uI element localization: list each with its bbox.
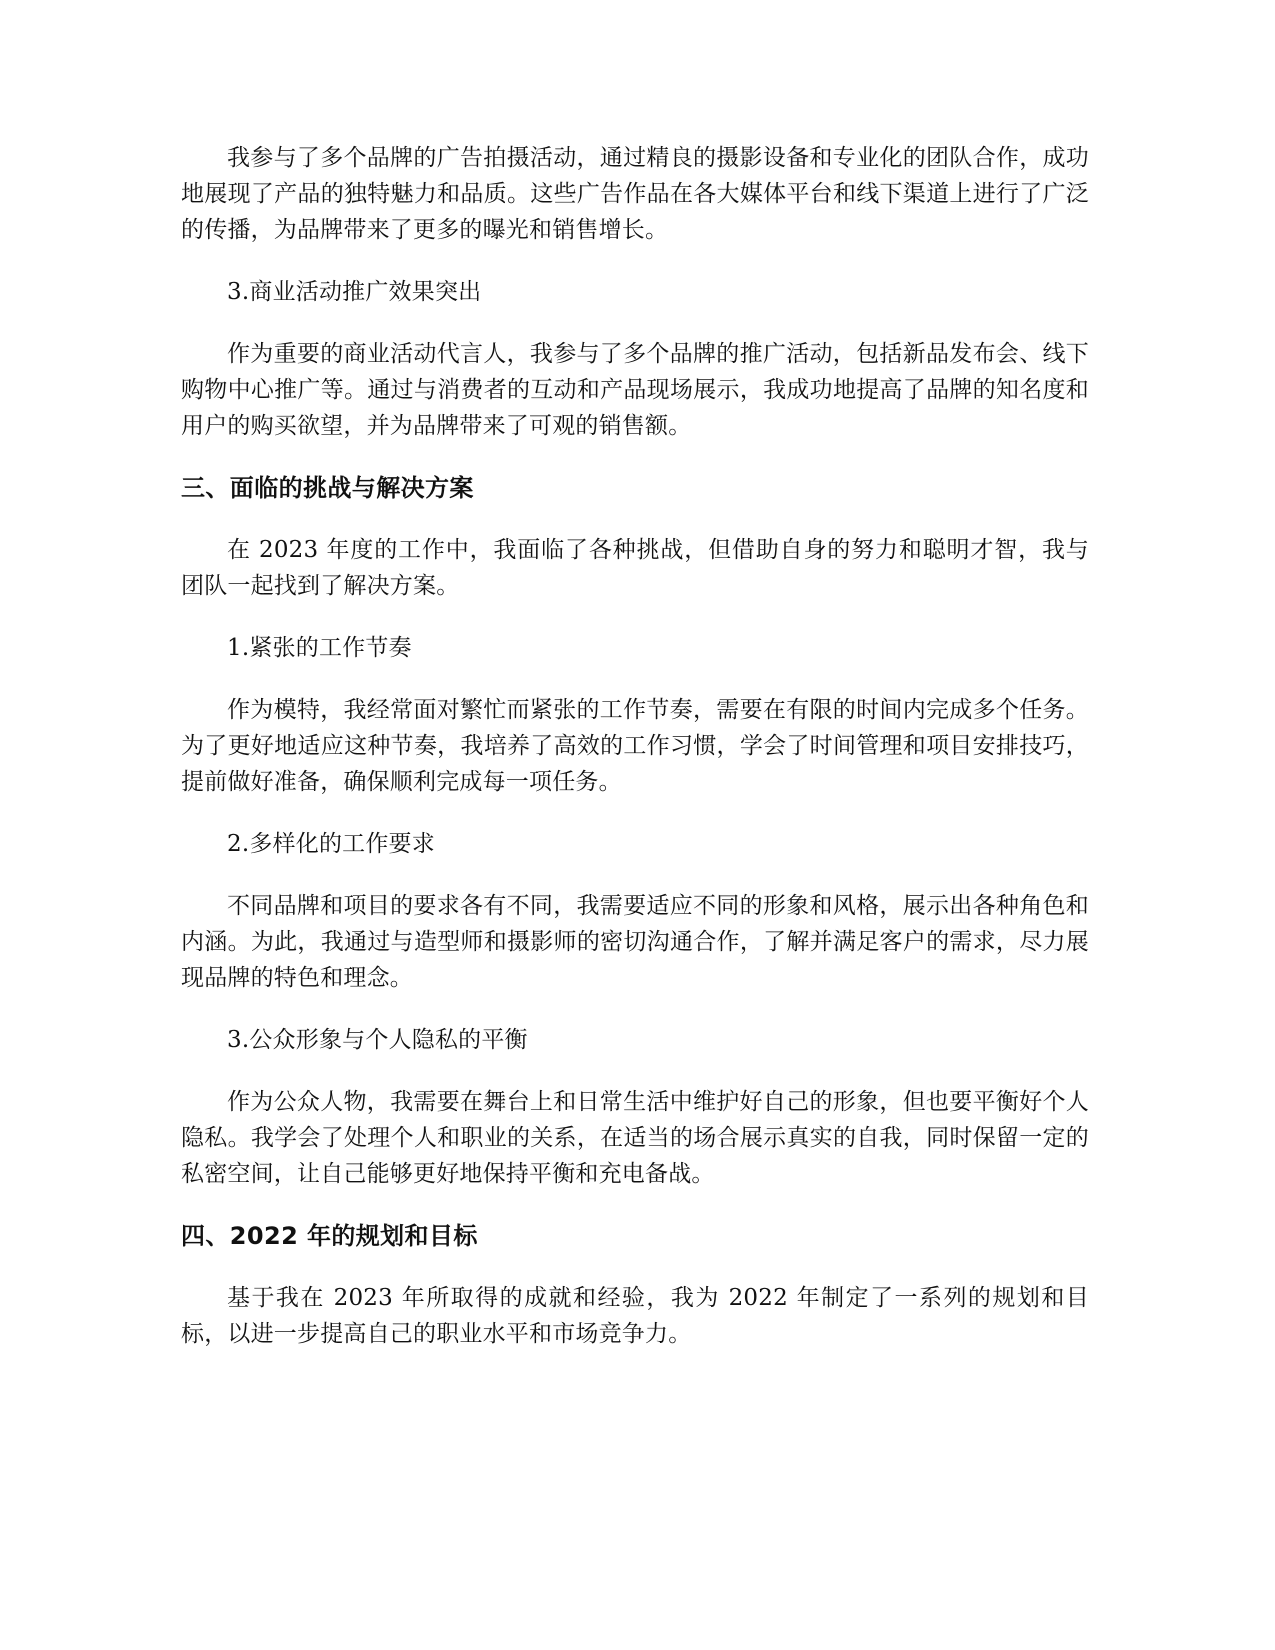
paragraph-commercial-promotion: 作为重要的商业活动代言人，我参与了多个品牌的推广活动，包括新品发布会、线下购物中心推广等。通过与消费者的互动和产品现场展示，我成功地提高了品牌的知名度和用户的购买欲望，并为品牌带来了可观的销售额。 bbox=[181, 341, 1089, 439]
document-page bbox=[181, 140, 1089, 1378]
section-heading-challenges: 三、面临的挑战与解决方案 bbox=[181, 474, 474, 502]
paragraph-ad-shoots: 我参与了多个品牌的广告拍摄活动，通过精良的摄影设备和专业化的团队合作，成功地展现了产品的独特魅力和品质。这些广告作品在各大媒体平台和线下渠道上进行了广泛的传播，为品牌带来了更多的曝光和销售增长。 bbox=[181, 145, 1089, 243]
subheading-public-image-privacy: 3.公众形象与个人隐私的平衡 bbox=[227, 1027, 528, 1053]
subheading-diverse-requirements: 2.多样化的工作要求 bbox=[227, 831, 435, 857]
paragraph-public-image-privacy: 作为公众人物，我需要在舞台上和日常生活中维护好自己的形象，但也要平衡好个人隐私。我学会了处理个人和职业的关系，在适当的场合展示真实的自我，同时保留一定的私密空间，让自己能够更好地保持平衡和充电备战。 bbox=[181, 1089, 1089, 1187]
paragraph-diverse-requirements: 不同品牌和项目的要求各有不同，我需要适应不同的形象和风格，展示出各种角色和内涵。为此，我通过与造型师和摄影师的密切沟通合作，了解并满足客户的需求，尽力展现品牌的特色和理念。 bbox=[181, 893, 1089, 991]
section-heading-plans-goals: 四、2022 年的规划和目标 bbox=[181, 1222, 478, 1250]
paragraph-work-pace: 作为模特，我经常面对繁忙而紧张的工作节奏，需要在有限的时间内完成多个任务。为了更好地适应这种节奏，我培养了高效的工作习惯，学会了时间管理和项目安排技巧，提前做好准备，确保顺利完成每一项任务。 bbox=[181, 697, 1089, 795]
paragraph-plans-goals: 基于我在 2023 年所取得的成就和经验，我为 2022 年制定了一系列的规划和目标，以进一步提高自己的职业水平和市场竞争力。 bbox=[181, 1285, 1089, 1347]
paragraph-challenges-intro: 在 2023 年度的工作中，我面临了各种挑战，但借助自身的努力和聪明才智，我与团队一起找到了解决方案。 bbox=[181, 537, 1089, 599]
subheading-commercial-promotion: 3.商业活动推广效果突出 bbox=[227, 279, 482, 305]
subheading-work-pace: 1.紧张的工作节奏 bbox=[227, 635, 412, 661]
